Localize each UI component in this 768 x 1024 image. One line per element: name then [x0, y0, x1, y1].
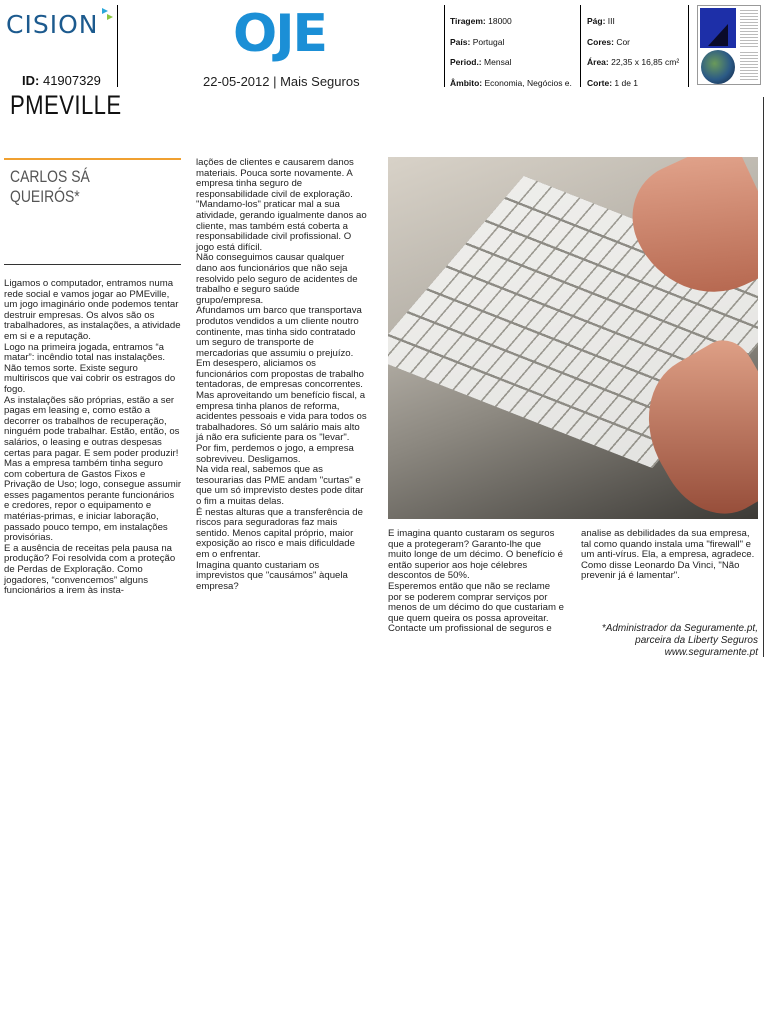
page-thumbnail — [697, 5, 761, 85]
thumbnail-globe — [701, 50, 735, 84]
meta-divider-left — [444, 5, 445, 87]
meta-value: 22,35 x 16,85 cm² — [611, 57, 680, 67]
clip-id — [22, 73, 101, 88]
meta-value: Cor — [616, 37, 631, 47]
article-column-3 — [388, 529, 566, 635]
header-divider — [117, 5, 118, 87]
meta-period — [450, 57, 511, 67]
thumbnail-text-block-2 — [740, 52, 758, 82]
meta-label: Cores: — [587, 37, 614, 47]
meta-corte — [587, 78, 638, 88]
paragraph: Ligamos o computador, entramos numa rede social e vamos jogar ao PMEville, um jogo imaginário onde podemos tentar destruir empresas. Os alvos são os trabalhadores, as instalações, a atividade em si e a reputação. — [4, 278, 181, 342]
meta-cores — [587, 37, 630, 47]
paragraph: Por fim, perdemos o jogo, a empresa sobreviveu. Desligamos. — [196, 443, 354, 465]
meta-value: Economia, Negócios e. — [484, 78, 572, 88]
paragraph: Não conseguimos causar qualquer dano aos funcionários que não seja resolvido pelo seguro de acidentes de trabalho e seguro saúde grupo/empresa. — [196, 252, 358, 306]
oje-logo: OJE — [233, 4, 327, 64]
clip-id-label: ID: — [22, 73, 40, 88]
signature-line: *Administrador da Seguramente.pt, — [601, 623, 758, 634]
signature-website: www.seguramente.pt — [664, 647, 758, 658]
paragraph: Na vida real, sabemos que as tesourarias das PME andam "curtas" e que um só imprevisto destes pode ditar o fim a muitas delas. — [196, 464, 364, 507]
publication-date: 22-05-2012 | Mais Seguros — [203, 74, 360, 89]
meta-value: 18000 — [488, 16, 512, 26]
paragraph: Contacte um profissional de seguros e — [388, 623, 552, 635]
meta-label: Pág: — [587, 16, 606, 26]
meta-area — [587, 57, 679, 67]
meta-label: País: — [450, 37, 471, 47]
clip-id-value: 41907329 — [42, 73, 101, 88]
paragraph: Imagina quanto custariam os imprevistos que "causámos" àquela empresa? — [196, 559, 348, 592]
meta-label: Corte: — [587, 78, 613, 88]
paragraph: Mas aproveitando um benefício fiscal, a empresa tinha planos de reforma, acidentes pessoais e vida para todos os trabalhadores. Só um salário mais alto já não era suficiente para os "levar". — [196, 390, 367, 444]
meta-label: Period.: — [450, 57, 482, 67]
thumbnail-shape — [708, 24, 728, 46]
paragraph: Esperemos então que não se reclame por se poderem comprar serviços por menos de um décimo do que custariam e que quem queira os possa aproveitar. — [388, 580, 564, 624]
article-column-1 — [4, 279, 182, 597]
paragraph: Logo na primeira jogada, entramos “a matar”: incêndio total nas instalações. Não temos sorte. Existe seguro multiriscos que vai cobrir os estragos do fogo. — [4, 341, 176, 395]
paragraph: É nestas alturas que a transferência de riscos para seguradoras faz mais sentido. Menos capital próprio, maior exposição ao risco e mais dificuldade em o enfrentar. — [196, 506, 363, 560]
paragraph: E imagina quanto custaram os seguros que a protegeram? Garanto-lhe que muito longe de um décimo. O benefício é então superior aos hoje célebres descontos de 50%. — [388, 528, 563, 582]
meta-value: Mensal — [484, 57, 512, 67]
author-signature — [560, 623, 758, 659]
paragraph: As instalações são próprias, estão a ser pagas em leasing e, como estão a decorrer os trabalhos de recuperação, ninguém pode trabalhar. Estão, então, os salários, o leasing e outras despesas certas para pagar. E sem poder produzir! — [4, 394, 180, 459]
meta-pais — [450, 37, 504, 47]
meta-value: 1 de 1 — [614, 78, 639, 88]
paragraph: E a ausência de receitas pela pausa na produção? Foi resolvida com a proteção de Perdas de Exploração. Como jogadores, “convencemos” alguns funcionários a irem às insta- — [4, 542, 176, 597]
meta-divider-middle — [580, 5, 581, 87]
meta-label: Tiragem: — [450, 16, 486, 26]
paragraph: Como disse Leonardo Da Vinci, "Não prevenir já é lamentar". — [581, 559, 740, 582]
paragraph: analise as debilidades da sua empresa, tal como quando instala uma "firewall" e um anti-vírus. Ela, a empresa, agradece. — [581, 528, 755, 561]
paragraph: Afundamos um barco que transportava produtos vendidos a um cliente noutro continente, mas tinha sido contratado um seguro de transporte de mercadorias que assumiu o prejuízo. — [196, 305, 362, 359]
paragraph: lações de clientes e causarem danos materiais. Pouca sorte novamente. A empresa tinha seguro de responsabilidade civil de exploração. "Mandamo-los" praticar mal a sua atividade, gerando igualmente danos ao cliente, mas também está coberta a responsabilidade civil profissional. O jogo está difícil. — [196, 157, 367, 253]
cision-logo-text: CISION — [6, 10, 99, 39]
author-divider — [4, 264, 181, 265]
cision-logo — [6, 10, 98, 39]
article-column-2 — [196, 158, 368, 592]
meta-pag — [587, 16, 615, 26]
paragraph: Em desespero, aliciamos os funcionários com propostas de trabalho tentadoras, de empresas concorrentes. — [196, 358, 364, 391]
paragraph: Mas a empresa também tinha seguro com cobertura de Gastos Fixos e Privação de Uso; logo, consegue assumir esses pagamentos perante funcionários e credores, repor o equipamento e matérias-primas, e iniciar laboração, passado pouco tempo, em instalações provisórias. — [4, 458, 182, 544]
section-title: PMEVILLE — [10, 90, 122, 120]
orange-divider — [4, 158, 181, 160]
page-right-rule — [763, 97, 764, 657]
article-column-4 — [581, 529, 759, 582]
meta-tiragem — [450, 16, 512, 26]
signature-line: parceira da Liberty Seguros — [635, 635, 758, 646]
meta-label: Área: — [587, 57, 609, 67]
meta-value: III — [607, 16, 615, 26]
author-name: CARLOS SÁ QUEIRÓS* — [10, 167, 90, 206]
meta-divider-right — [688, 5, 689, 87]
cision-triangles-icon — [102, 8, 116, 24]
thumbnail-text-block — [740, 10, 758, 48]
keyboard-hands-photo — [388, 157, 758, 519]
meta-label: Âmbito: — [450, 78, 483, 88]
meta-ambito — [450, 78, 572, 88]
meta-value: Portugal — [472, 37, 505, 47]
